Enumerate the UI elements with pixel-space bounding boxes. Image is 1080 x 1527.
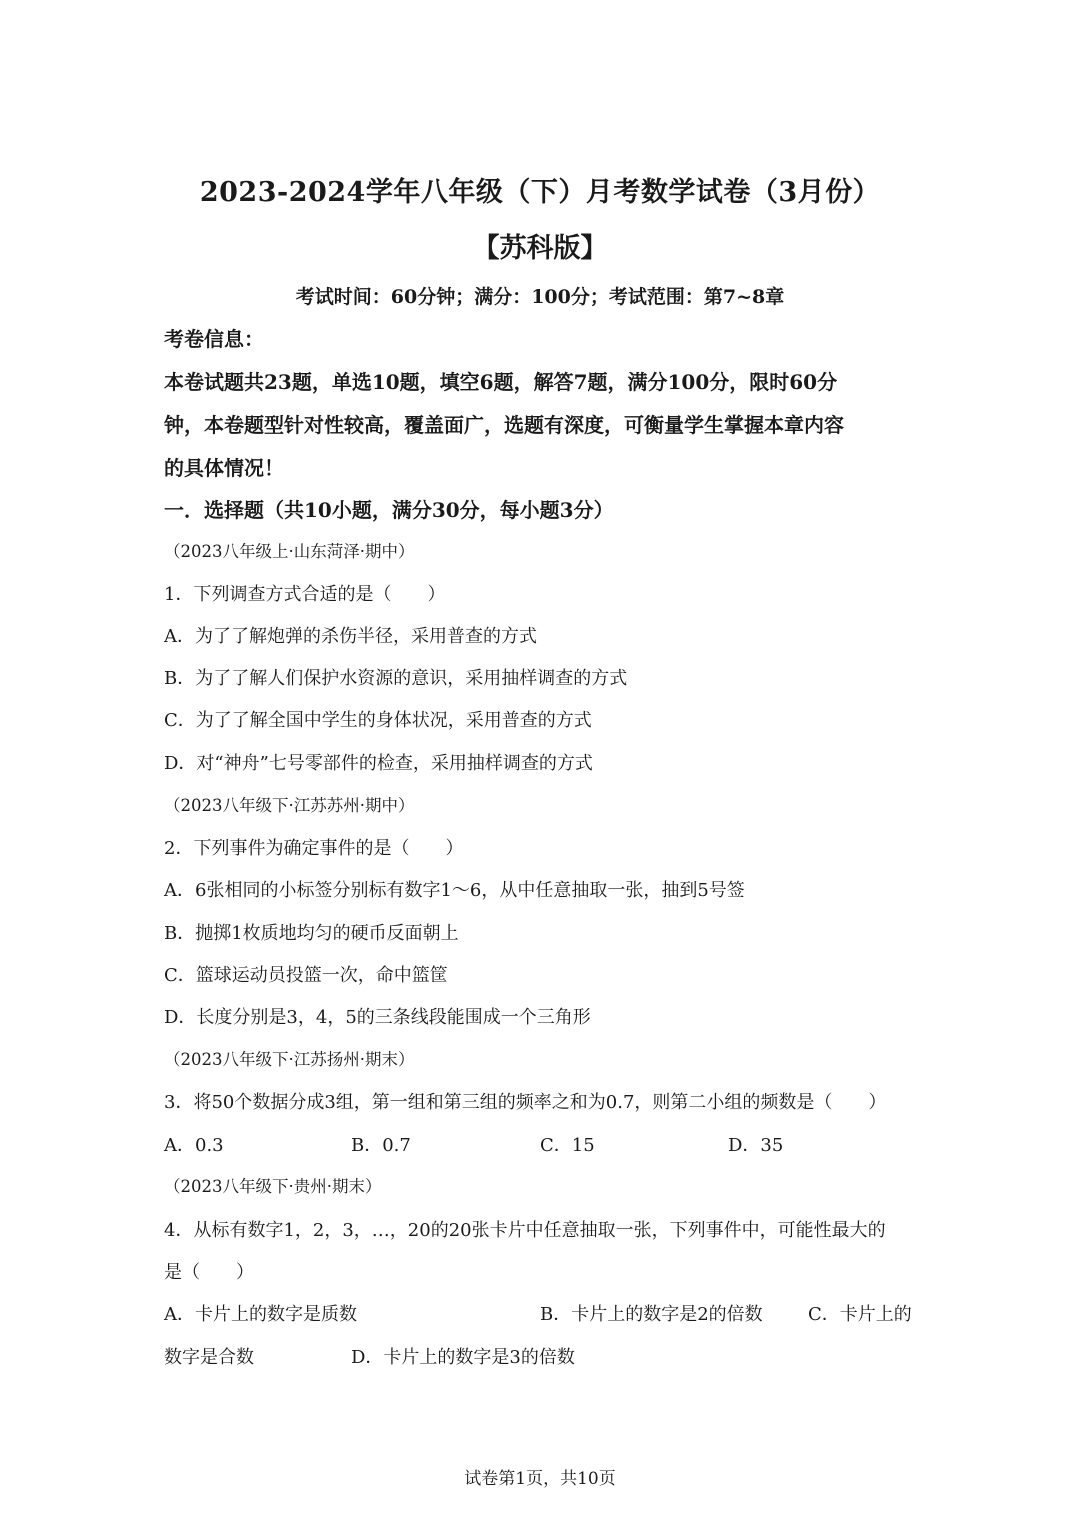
option-d: D．对“神舟”七号零部件的检查，采用抽样调查的方式 [164, 753, 593, 774]
question-stem: 3．将50个数据分成3组，第一组和第三组的频率之和为0.7，则第二小组的频数是（ ） [164, 1092, 887, 1113]
option-a: A．0.3 [164, 1135, 224, 1156]
option-a: A．6张相同的小标签分别标有数字1～6，从中任意抽取一张，抽到5号签 [164, 880, 745, 901]
option-b: B．抛掷1枚质地均匀的硬币反面朝上 [164, 923, 459, 944]
question-source: （2023八年级下·江苏扬州·期末） [164, 1050, 415, 1069]
option-c: C．15 [540, 1135, 595, 1156]
info-line-2: 钟，本卷题型针对性较高，覆盖面广，选题有深度，可衡量学生掌握本章内容 [164, 413, 844, 437]
exam-title: 2023-2024学年八年级（下）月考数学试卷（3月份） [199, 177, 881, 208]
option-a: A．卡片上的数字是质数 [164, 1304, 357, 1325]
option-d: D．35 [728, 1135, 784, 1156]
info-line-3: 的具体情况！ [164, 456, 284, 480]
page-footer: 试卷第1页，共10页 [464, 1469, 616, 1489]
info-line-1: 本卷试题共23题，单选10题，填空6题，解答7题，满分100分，限时60分 [164, 370, 838, 394]
option-d: D．长度分别是3，4，5的三条线段能围成一个三角形 [164, 1007, 591, 1028]
option-c: C．为了了解全国中学生的身体状况，采用普查的方式 [164, 710, 592, 731]
question-source: （2023八年级上·山东菏泽·期中） [164, 542, 415, 561]
option-d: D．卡片上的数字是3的倍数 [351, 1347, 575, 1368]
option-b: B．为了了解人们保护水资源的意识，采用抽样调查的方式 [164, 668, 628, 689]
option-b: B．卡片上的数字是2的倍数 [540, 1304, 763, 1325]
question-source: （2023八年级下·江苏苏州·期中） [164, 796, 415, 815]
info-label: 考卷信息： [164, 327, 264, 351]
option-a: A．为了了解炮弹的杀伤半径，采用普查的方式 [164, 626, 537, 647]
question-stem-continued: 是（ ） [164, 1262, 254, 1283]
question-stem: 2．下列事件为确定事件的是（ ） [164, 838, 464, 859]
option-c: C．卡片上的 [808, 1304, 912, 1325]
exam-edition: 【苏科版】 [472, 233, 608, 264]
option-b: B．0.7 [351, 1135, 411, 1156]
option-c-continued: 数字是合数 [164, 1347, 254, 1368]
question-stem: 4．从标有数字1，2，3，…，20的20张卡片中任意抽取一张，下列事件中，可能性最大的 [164, 1220, 886, 1241]
question-source: （2023八年级下·贵州·期末） [164, 1177, 382, 1196]
exam-meta: 考试时间：60分钟；满分：100分；考试范围：第7~8章 [295, 286, 785, 308]
section-heading: 一．选择题（共10小题，满分30分，每小题3分） [164, 498, 614, 522]
option-c: C．篮球运动员投篮一次，命中篮筐 [164, 965, 448, 986]
question-stem: 1．下列调查方式合适的是（ ） [164, 584, 446, 605]
